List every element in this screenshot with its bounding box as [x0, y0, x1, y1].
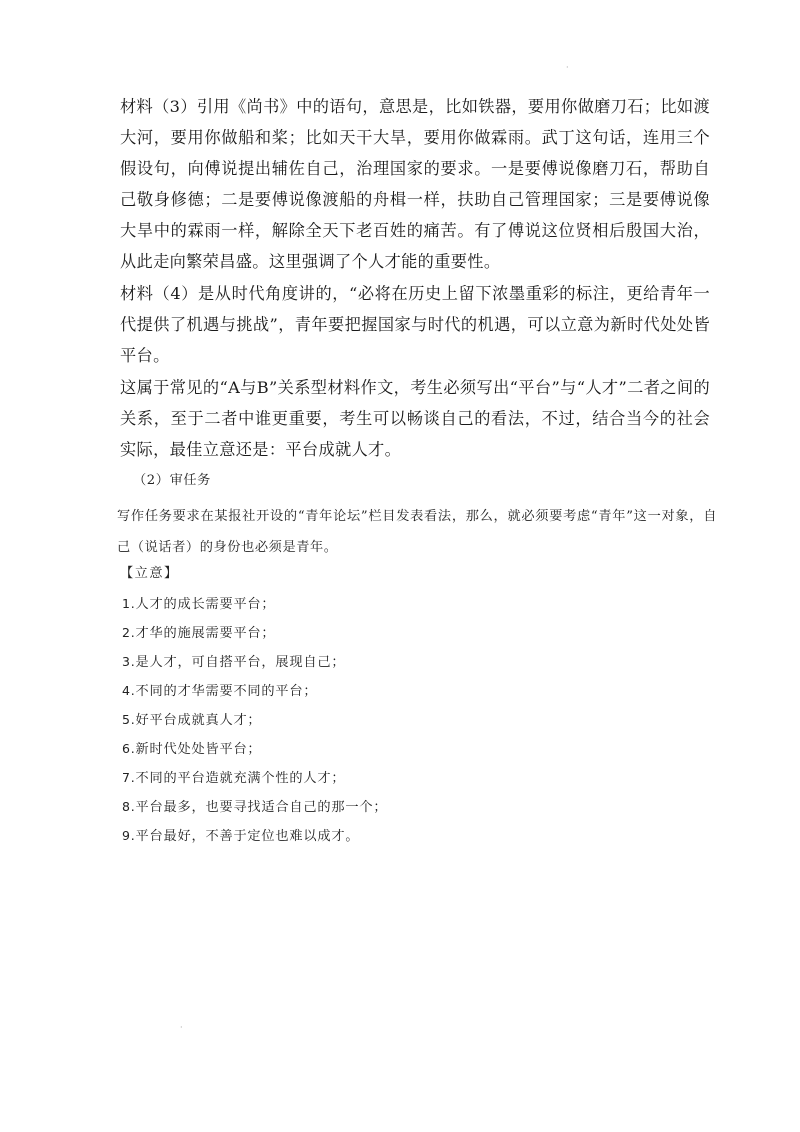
list-item — [122, 792, 387, 821]
list-item-text: 人才的成长需要平台； — [135, 597, 276, 612]
paragraph-material-3-text: 材料（3）引用《尚书》中的语句，意思是，比如铁器，要用你做磨刀石；比如渡大河，要用你做船和桨；比如天干大旱，要用你做霖雨。武丁这句话，连用三个假设句，向傅说提出辅佐自己，治理国家的要求。一是要傅说像磨刀石，帮助自己敬身修德；二是要傅说像渡船的舟楫一样，扶助自己管理国家；三是要傅说像大旱中的霖雨一样，解除全天下老百姓的痛苦。有了傅说这位贤相后殷国大治，从此走向繁荣昌盛。这里强调了个人才能的重要性。 — [120, 97, 710, 271]
header-mark: · — [566, 63, 569, 72]
list-item-text: 是人才，可自搭平台，展现自己； — [135, 655, 346, 670]
list-item-number: 8. — [122, 799, 136, 814]
list-item-number: 1. — [122, 596, 136, 611]
list-item-number: 6. — [122, 741, 136, 756]
list-item-number: 4. — [122, 683, 136, 698]
list-item-number: 3. — [122, 654, 136, 669]
list-item-text: 平台最好，不善于定位也难以成才。 — [135, 829, 360, 844]
list-item — [122, 676, 387, 705]
paragraph-material-4 — [120, 278, 710, 371]
list-item — [122, 647, 387, 676]
list-item — [122, 763, 387, 792]
list-item — [122, 821, 387, 850]
list-item-text: 才华的施展需要平台； — [135, 626, 276, 641]
list-item-number: 2. — [122, 625, 136, 640]
list-item-text: 平台最多，也要寻找适合自己的那一个； — [135, 800, 388, 815]
theme-list — [122, 589, 387, 850]
list-item-text: 不同的平台造就充满个性的人才； — [135, 771, 346, 786]
list-item-number: 9. — [122, 828, 136, 843]
list-item — [122, 705, 387, 734]
list-item-number: 7. — [122, 770, 136, 785]
paragraph-relation-analysis-text: 这属于常见的“A与B”关系型材料作文，考生必须写出“平台”与“人才”二者之间的关系，至于二者中谁更重要，考生可以畅谈自己的看法，不过，结合当今的社会实际，最佳立意还是：平台成就人才。 — [120, 378, 710, 459]
list-item-text: 不同的才华需要不同的平台； — [135, 684, 318, 699]
list-item-number: 5. — [122, 712, 136, 727]
list-item-text: 新时代处处皆平台； — [135, 742, 262, 757]
list-item-text: 好平台成就真人才； — [135, 713, 262, 728]
list-item — [122, 734, 387, 763]
paragraph-relation-analysis — [120, 372, 710, 465]
paragraph-material-4-text: 材料（4）是从时代角度讲的，“必将在历史上留下浓墨重彩的标注，更给青年一代提供了机遇与挑战”，青年要把握国家与时代的机遇，可以立意为新时代处处皆平台。 — [120, 284, 710, 365]
list-item — [122, 618, 387, 647]
section-heading-task-review: （2）审任务 — [133, 473, 211, 488]
section-heading-theme: 【立意】 — [120, 566, 179, 581]
footer-mark: · — [180, 1023, 183, 1032]
paragraph-material-3 — [120, 91, 710, 277]
paragraph-writing-task: 写作任务要求在某报社开设的“青年论坛”栏目发表看法，那么，就必须要考虑“青年”这一对象，自己（说话者）的身份也必须是青年。 — [117, 509, 717, 555]
list-item — [122, 589, 387, 618]
